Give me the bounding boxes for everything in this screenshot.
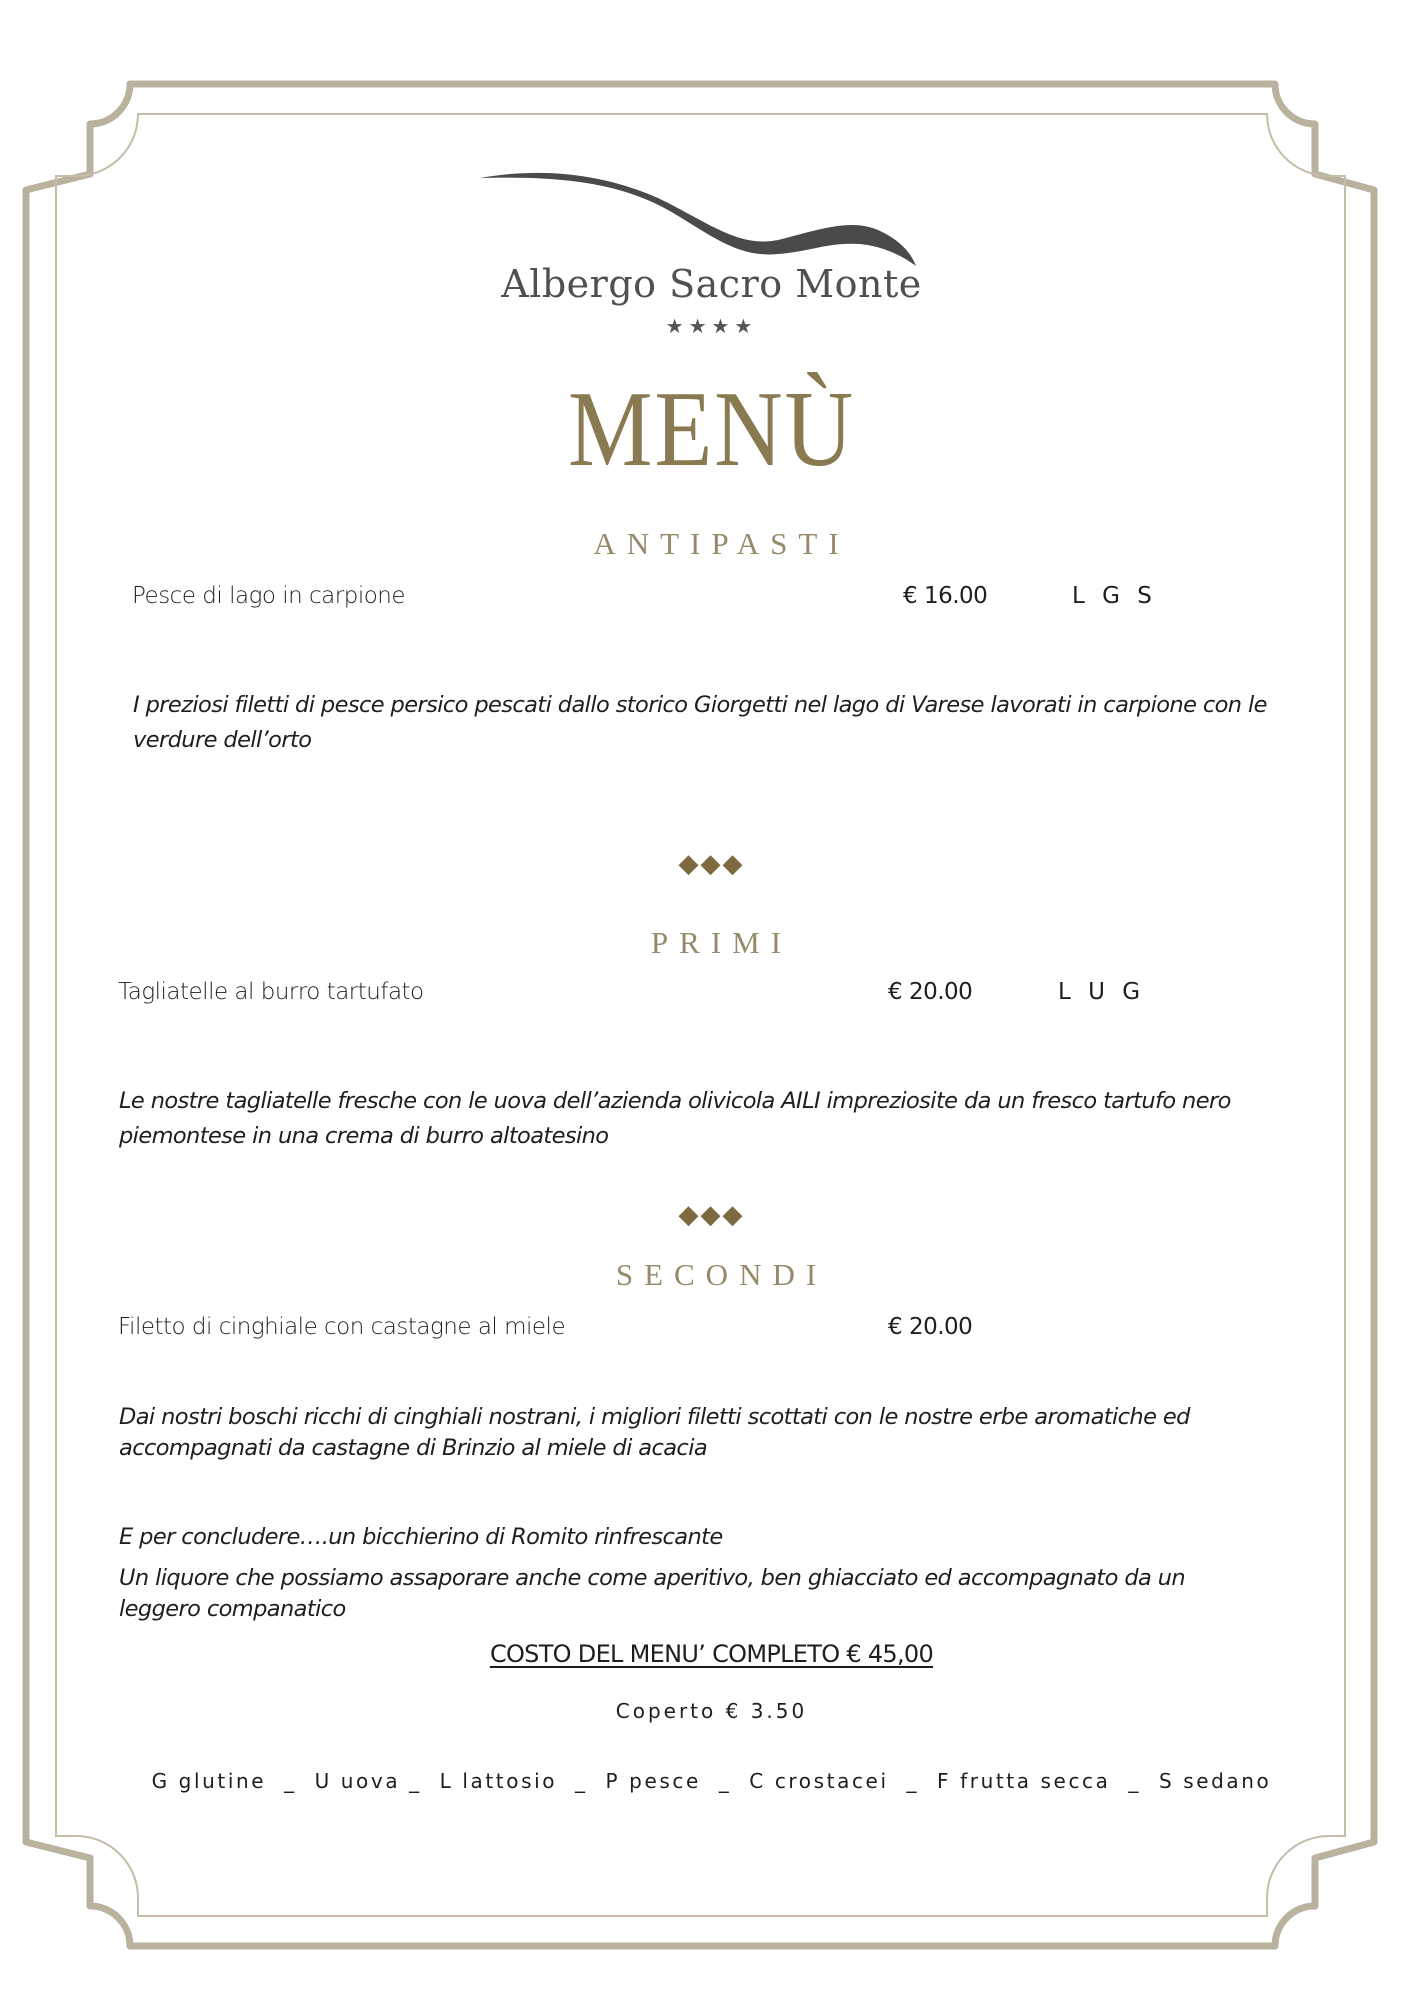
dish-allergens: L G S (1072, 583, 1157, 609)
closing-line: E per concludere….un bicchierino di Romito rinfrescante (119, 1524, 723, 1550)
menu-total-price: COSTO DEL MENU’ COMPLETO € 45,00 (489, 1640, 934, 1668)
dish-price: € 16.00 (903, 583, 988, 609)
hotel-name: Albergo Sacro Monte (501, 262, 922, 306)
section-heading-antipasti: ANTIPASTI (593, 526, 850, 561)
dish-price: € 20.00 (888, 979, 973, 1005)
dish-price: € 20.00 (888, 1314, 973, 1340)
dish-name: Pesce di lago in carpione (132, 583, 406, 609)
separator-diamonds: ◆◆◆ (678, 1200, 745, 1230)
allergen-legend: G glutine _ U uova _ L lattosio _ P pesce _ C crostacei _ F frutta secca _ S sedano (151, 1769, 1272, 1793)
dish-description: Le nostre tagliatelle fresche con le uova dell’azienda olivicola AILI impreziosite da un fresco tartufo nero piemontese in una crema di burro altoatesino (119, 1088, 1231, 1149)
separator-diamonds: ◆◆◆ (678, 849, 745, 879)
menu-title: MENÙ (568, 370, 855, 489)
section-heading-primi: PRIMI (650, 925, 793, 960)
dish-name: Filetto di cinghiale con castagne al miele (118, 1314, 566, 1340)
hotel-logo-swoosh (478, 168, 918, 272)
section-heading-secondi: SECONDI (615, 1257, 828, 1292)
dish-description: I preziosi filetti di pesce persico pescati dallo storico Giorgetti nel lago di Varese lavorati in carpione con le verdure dell’orto (133, 692, 1267, 753)
dish-description: Dai nostri boschi ricchi di cinghiali nostrani, i migliori filetti scottati con le nostre erbe aromatiche ed accompagnati da castagne di Brinzio al miele di acacia (119, 1404, 1190, 1461)
dish-allergens: L U G (1058, 979, 1146, 1005)
closing-description: Un liquore che possiamo assaporare anche come aperitivo, ben ghiacciato ed accompagnato da un leggero companatico (119, 1565, 1186, 1622)
dish-name: Tagliatelle al burro tartufato (118, 979, 424, 1005)
hotel-star-rating: ★★★★ (665, 314, 758, 338)
cover-charge: Coperto € 3.50 (615, 1699, 808, 1723)
